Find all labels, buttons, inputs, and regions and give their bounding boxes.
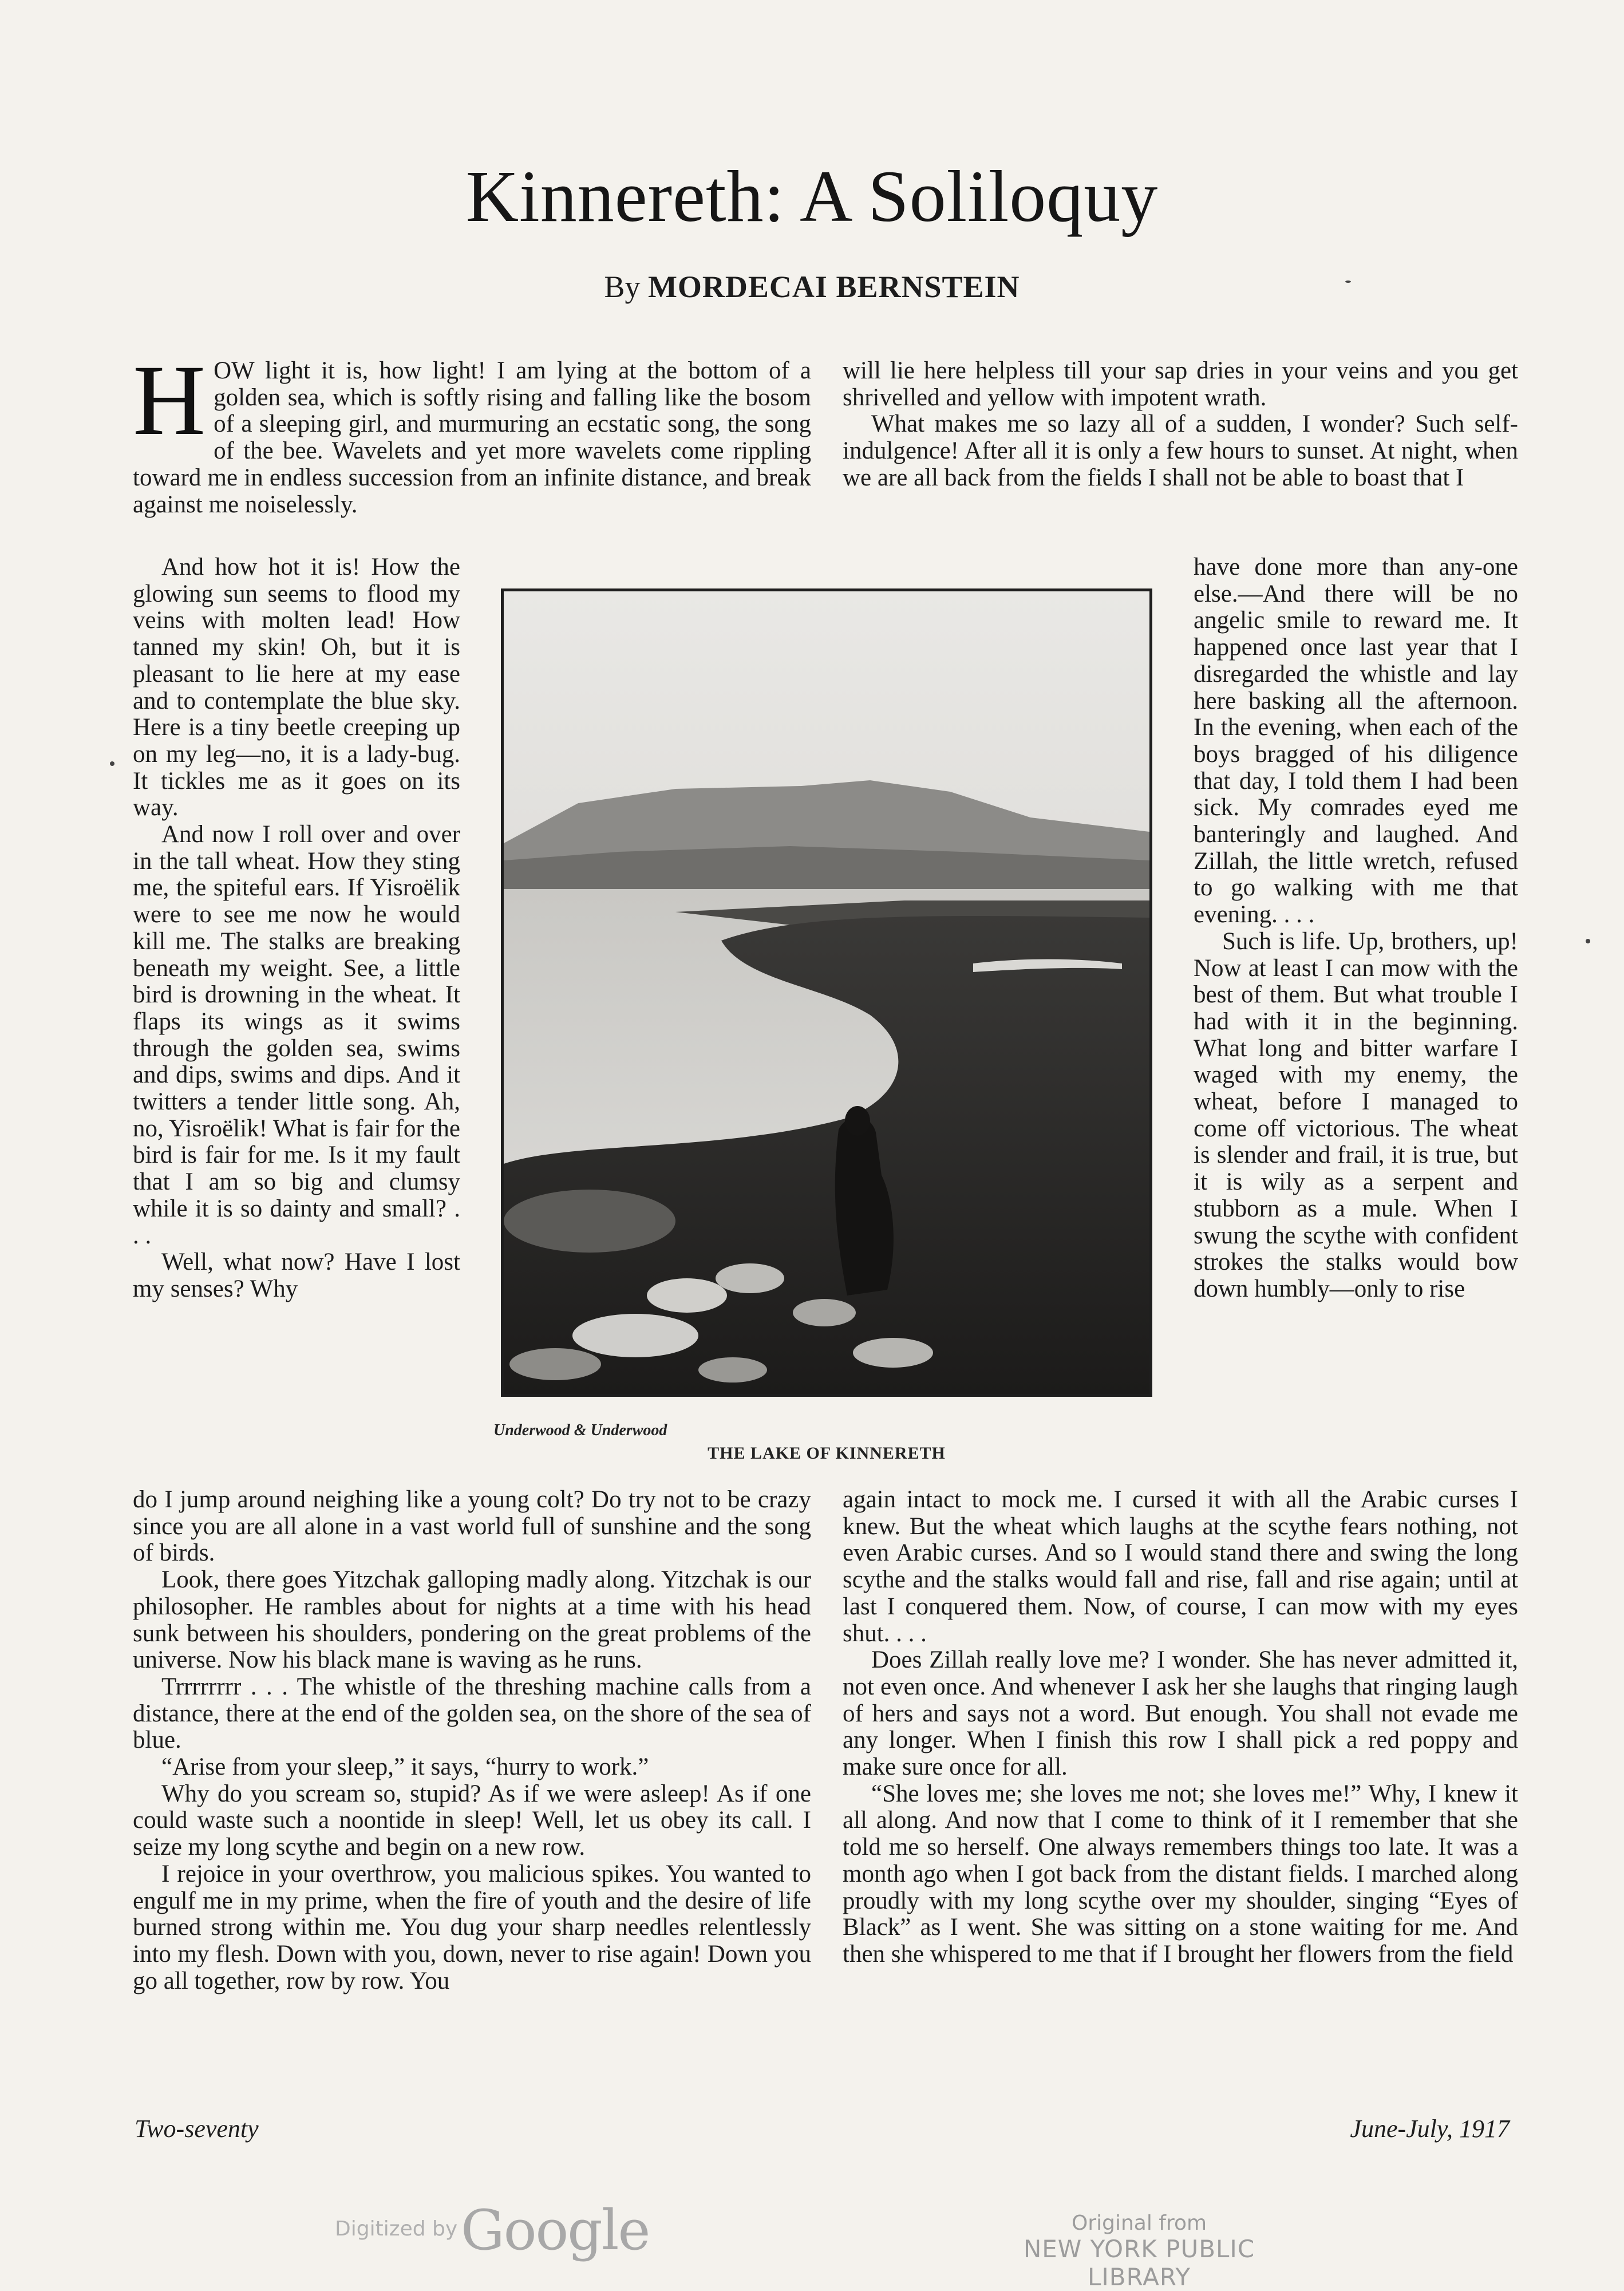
photo-credit: Underwood & Underwood [493, 1421, 667, 1439]
lake-photograph [501, 588, 1152, 1397]
library-name: NEW YORK PUBLIC LIBRARY [1023, 2235, 1255, 2291]
opening-paragraph-text: OW light it is, how light! I am lying at the bottom of a golden sea, which is softly rising and falling like the bosom of a sleeping girl, and murmuring an ecstatic song, the song of the bee. Wavelets and yet more wavelets come rippling toward me in endless succession from an infinite distance, and break against me noiselessly. [133, 357, 811, 518]
lake-landscape-image [504, 591, 1149, 1394]
left-column-narrow [133, 554, 460, 1303]
scan-speck [110, 761, 114, 766]
paragraph: Trrrrrrrr . . . The whistle of the threshing machine calls from a distance, there at the end of the golden sea, on the shore of the sea of blue. [133, 1673, 811, 1754]
paragraph: And now I roll over and over in the tall wheat. How they sting me, the spiteful ears. If Yisroëlik were to see me now he would kill me. The stalks are breaking beneath my weight. See, a little bird is drowning in the wheat. It flaps its wings as it swims through the golden sea, swims and dips, swims and dips. And it twitters a tender little song. Ah, no, Yisroëlik! What is fair for the bird is fair for me. Is it my fault that I am so big and clumsy while it is so dainty and small? . . . [133, 821, 460, 1249]
photo-caption: THE LAKE OF KINNERETH [708, 1444, 946, 1463]
byline-prefix: By [604, 270, 641, 304]
paragraph: “Arise from your sleep,” it says, “hurry to work.” [161, 1753, 649, 1781]
left-column-top [133, 345, 811, 518]
right-column-bottom [843, 1487, 1518, 1968]
right-column-top [843, 358, 1518, 492]
original-from-label: Original from [1071, 2211, 1207, 2235]
paragraph: have done more than any-one else.—And there will be no angelic smile to reward me. It happened once last year that I disregarded the whistle and lay here basking all the afternoon. In the evening, when each of the boys bragged of his diligence that day, I told them I had been sick. My comrades eyed me banteringly and laughed. And Zillah, the little wretch, refused to go walking with me that evening. . . . [1194, 554, 1518, 929]
paragraph: will lie here helpless till your sap dries in your veins and you get shrivelled and yellow with impotent wrath. [843, 357, 1518, 411]
page-number: Two-seventy [135, 2115, 259, 2143]
issue-date: June-July, 1917 [1350, 2115, 1510, 2143]
paragraph: Does Zillah really love me? I wonder. She has never admitted it, not even once. And whenever I ask her she laughs that ringing laugh of hers and says not a word. But enough. You shall not evade me any longer. When I finish this row I shall pick a red poppy and make sure once for all. [843, 1646, 1518, 1781]
paragraph: do I jump around neighing like a young colt? Do try not to be crazy since you are all alone in a vast world full of sunshine and the song of birds. [133, 1486, 811, 1567]
right-column-narrow [1194, 554, 1518, 1303]
google-logo: Google [461, 2198, 650, 2262]
left-column-bottom [133, 1487, 811, 1994]
paragraph: What makes me so lazy all of a sudden, I wonder? Such self-indulgence! After all it is only a few hours to sunset. At night, when we are all back from the fields I shall not be able to boast that I [843, 410, 1518, 491]
paragraph: Look, there goes Yitzchak galloping madly along. Yitzchak is our philosopher. He rambles about for nights at a time with his head sunk between his shoulders, pondering on the great problems of the universe. Now his black mane is waving as he runs. [133, 1566, 811, 1674]
author-name: MORDECAI BERNSTEIN [647, 270, 1020, 304]
paragraph: Such is life. Up, brothers, up! Now at least I can mow with the best of them. But what trouble I had with it in the beginning. What long and bitter warfare I waged with my enemy, the wheat, before I managed to come off victorious. The wheat is slender and frail, it is true, but it is wily as a serpent and stubborn as a mule. When I swung the scythe with confident strokes the stalks would bow down humbly—only to rise [1194, 927, 1518, 1302]
paragraph: And how hot it is! How the glowing sun seems to flood my veins with molten lead! How tanned my skin! Oh, but it is pleasant to lie here at my ease and to contemplate the blue sky. Here is a tiny beetle creeping up on my leg—no, it is a lady-bug. It tickles me as it goes on its way. [133, 554, 460, 821]
paragraph: Well, what now? Have I lost my senses? Why [133, 1249, 460, 1302]
library-credit [973, 2211, 1305, 2291]
paragraph: Why do you scream so, stupid? As if we were asleep! As if one could waste such a noontide in sleep! Well, let us obey its call. I seize my long scythe and begin on a new row. [133, 1780, 811, 1861]
digitized-by-label: Digitized by [335, 2217, 458, 2241]
opening-paragraph [133, 345, 811, 518]
paragraph: I rejoice in your overthrow, you malicious spikes. You wanted to engulf me in my prime, when the fire of youth and the desire of life burned strong within me. You dug your sharp needles relentlessly into my flesh. Down with you, down, never to rise again! Down you go all together, row by row. You [133, 1860, 811, 1994]
paragraph: again intact to mock me. I cursed it with all the Arabic curses I knew. But the wheat which laughs at the scythe fears nothing, not even Arabic curses. And so I would stand there and swing the long scythe and the stalks would fall and rise, fall and rise again; until at last I conquered them. Now, of course, I can mow with my eyes shut. . . . [843, 1486, 1518, 1647]
paragraph: “She loves me; she loves me not; she loves me!” Why, I knew it all along. And now that I come to think of it I remember that she told me so herself. One always remembers things too late. It was a month ago when I got back from the distant fields. I marched along proudly with my long scythe over my shoulder, singing “Eyes of Black” as I went. She was sitting on a stone waiting for me. And then she whispered to me that if I brought her flowers from the field [843, 1780, 1518, 1968]
scan-speck [1345, 281, 1351, 283]
byline [0, 269, 1624, 305]
scan-speck [1586, 939, 1590, 943]
drop-cap: H [133, 345, 206, 456]
article-title: Kinnereth: A Soliloquy [465, 156, 1159, 237]
